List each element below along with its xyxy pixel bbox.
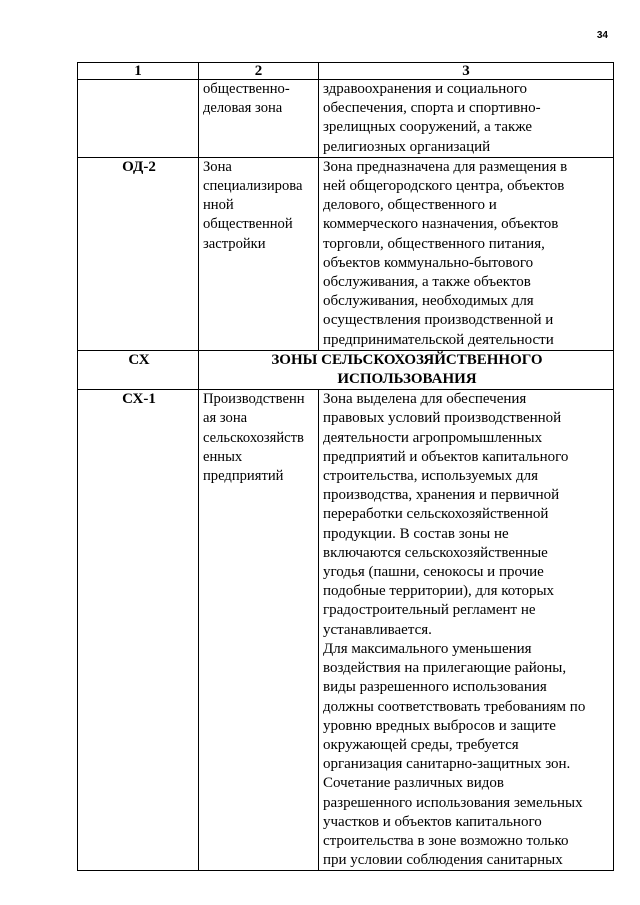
- zone-name-line: нной: [203, 197, 234, 214]
- table-row: [78, 157, 614, 350]
- page-number: 34: [596, 30, 608, 41]
- description-line: подобные территории), для которых: [323, 583, 555, 600]
- table-body: [78, 80, 614, 871]
- description-line: при условии соблюдения санитарных: [323, 852, 563, 869]
- zone-name-cell: [199, 390, 319, 871]
- zone-name-line: сельскохозяйств: [203, 429, 304, 446]
- description-line: обеспечения, спорта и спортивно-: [323, 100, 541, 117]
- zone-name-cell: [199, 80, 319, 158]
- zone-code-cell: [78, 80, 199, 158]
- description-line: здравоохранения и социального: [323, 81, 528, 97]
- zone-description-cell: [319, 157, 614, 350]
- zone-name-line: специализирова: [203, 178, 303, 195]
- description-line: включаются сельскохозяйственные: [323, 544, 548, 561]
- description-line: Сочетание различных видов: [323, 775, 504, 792]
- column-header-2: 2: [199, 63, 319, 80]
- description-line: торговли, общественного питания,: [323, 235, 545, 252]
- description-line: Зона выделена для обеспечения: [323, 391, 527, 408]
- description-line: окружающей среды, требуется: [323, 736, 519, 753]
- description-line: ней общегородского центра, объектов: [323, 178, 565, 195]
- description-line: участков и объектов капитального: [323, 813, 542, 830]
- description-line: переработки сельскохозяйственной: [323, 506, 549, 523]
- table-row: [78, 390, 614, 871]
- description-line: воздействия на прилегающие районы,: [323, 660, 567, 677]
- zone-name-line: деловая зона: [203, 100, 283, 117]
- description-line: уровню вредных выбросов и защите: [323, 717, 556, 734]
- group-title-line: ЗОНЫ СЕЛЬСКОХОЗЯЙСТВЕННОГО: [271, 351, 543, 368]
- description-line: устанавливается.: [323, 621, 432, 638]
- zone-name-line: енных: [203, 448, 243, 465]
- description-line: Для максимального уменьшения: [323, 640, 532, 657]
- description-line: должны соответствовать требованиям по: [323, 698, 586, 715]
- zone-name-line: Зона: [203, 158, 232, 175]
- column-header-1: 1: [78, 63, 199, 80]
- description-line: строительства, используемых для: [323, 468, 538, 485]
- zone-name-line: ая зона: [203, 410, 248, 427]
- description-line: угодья (пашни, сенокосы и прочие: [323, 564, 544, 581]
- description-line: объектов коммунально-бытового: [323, 254, 534, 271]
- zone-description-cell: [319, 80, 614, 158]
- description-line: предпринимательской деятельности: [323, 331, 554, 348]
- description-line: обслуживания, а также объектов: [323, 274, 531, 291]
- zone-name-line: общественной: [203, 216, 293, 233]
- zone-code-cell: ОД-2: [78, 157, 199, 350]
- table-group-row: [78, 350, 614, 389]
- description-line: производства, хранения и первичной: [323, 487, 560, 504]
- zone-group-title: [199, 350, 614, 389]
- description-line: продукции. В состав зоны не: [323, 525, 509, 542]
- zone-name-line: предприятий: [203, 468, 284, 485]
- description-line: предприятий и объектов капитального: [323, 448, 569, 465]
- description-line: Зона предназначена для размещения в: [323, 158, 568, 175]
- description-line: правовых условий производственной: [323, 410, 562, 427]
- description-line: делового, общественного и: [323, 197, 497, 214]
- zones-table: [77, 62, 614, 871]
- zone-code-cell: СХ-1: [78, 390, 199, 871]
- description-line: религиозных организаций: [323, 138, 491, 155]
- table-header-row: [78, 63, 614, 80]
- column-header-3: 3: [319, 63, 614, 80]
- description-line: осуществления производственной и: [323, 312, 554, 329]
- description-line: градостроительный регламент не: [323, 602, 536, 619]
- zone-name-line: Производственн: [203, 391, 305, 408]
- description-line: виды разрешенного использования: [323, 679, 547, 696]
- group-title-line: ИСПОЛЬЗОВАНИЯ: [337, 371, 477, 388]
- zone-name-line: застройки: [203, 235, 266, 252]
- zone-group-code-cell: СХ: [78, 350, 199, 389]
- table-row: [78, 80, 614, 158]
- zone-name-cell: [199, 157, 319, 350]
- description-line: коммерческого назначения, объектов: [323, 216, 559, 233]
- description-line: организация санитарно-защитных зон.: [323, 756, 571, 773]
- zone-name-line: общественно-: [203, 81, 290, 97]
- zone-description-cell: [319, 390, 614, 871]
- description-line: деятельности агропромышленных: [323, 429, 543, 446]
- description-line: строительства в зоне возможно только: [323, 832, 569, 849]
- description-line: зрелищных сооружений, а также: [323, 119, 533, 136]
- description-line: разрешенного использования земельных: [323, 794, 583, 811]
- description-line: обслуживания, необходимых для: [323, 293, 534, 310]
